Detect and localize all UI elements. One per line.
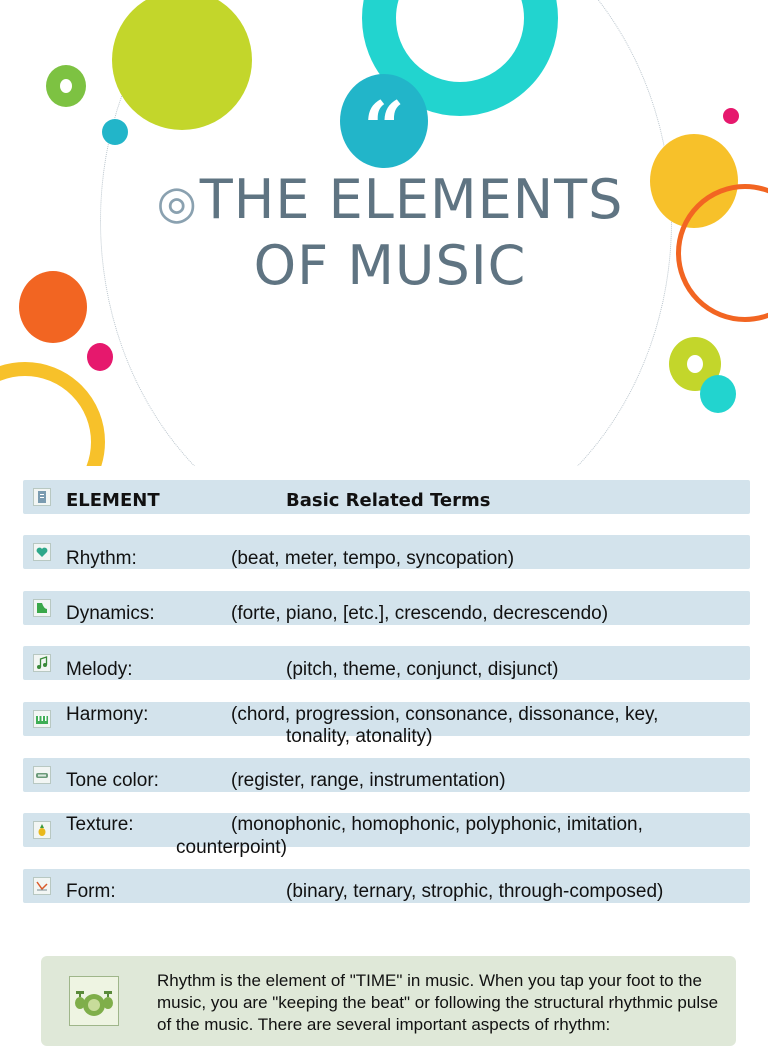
element-terms: (register, range, instrumentation) bbox=[231, 770, 506, 791]
quote-mark-icon: “ bbox=[340, 74, 428, 168]
element-terms: (monophonic, homophonic, polyphonic, imitation, bbox=[231, 814, 643, 835]
element-name: Rhythm: bbox=[66, 548, 137, 569]
table-row bbox=[23, 591, 750, 625]
element-name: Harmony: bbox=[66, 704, 149, 725]
instrument-icon bbox=[33, 766, 51, 784]
element-name: Melody: bbox=[66, 659, 133, 680]
table-row bbox=[23, 535, 750, 569]
element-terms: (chord, progression, consonance, dissonance, key, bbox=[231, 704, 659, 725]
teal-dot-right bbox=[700, 375, 736, 413]
element-name: Texture: bbox=[66, 814, 134, 835]
table-row bbox=[23, 869, 750, 903]
title-slide bbox=[0, 0, 768, 466]
element-name: Form: bbox=[66, 881, 116, 902]
element-terms: (beat, meter, tempo, syncopation) bbox=[231, 548, 515, 569]
document-icon bbox=[33, 488, 51, 506]
keyboard-icon bbox=[33, 710, 51, 728]
element-terms: (binary, ternary, strophic, through-composed) bbox=[286, 881, 664, 902]
orange-circle-left bbox=[19, 271, 87, 343]
heart-icon bbox=[33, 543, 51, 561]
element-terms: (forte, piano, [etc.], crescendo, decrescendo) bbox=[231, 603, 609, 624]
element-terms-continued: tonality, atonality) bbox=[286, 726, 433, 747]
table-row bbox=[23, 646, 750, 680]
rhythm-info-box bbox=[41, 956, 736, 1046]
element-terms: (pitch, theme, conjunct, disjunct) bbox=[286, 659, 559, 680]
green-ring-small bbox=[46, 65, 86, 107]
pink-dot-left bbox=[87, 343, 113, 371]
pink-dot-top-right bbox=[723, 108, 739, 124]
element-name: Dynamics: bbox=[66, 603, 155, 624]
table-header-row bbox=[23, 480, 750, 514]
drum-icon bbox=[69, 976, 119, 1026]
yellow-ring-bottom-left bbox=[0, 362, 105, 466]
table-row bbox=[23, 758, 750, 792]
title-line-1: THE ELEMENTS bbox=[199, 168, 624, 231]
piano-icon bbox=[33, 599, 51, 617]
header-element: ELEMENT bbox=[66, 490, 160, 511]
rhythm-description: Rhythm is the element of "TIME" in music. When you tap your foot to the music, you are "keeping the beat" or following the structural rhythmic pulse of the music. There are several important aspects of rhythm: bbox=[157, 971, 719, 1034]
page-title bbox=[120, 168, 660, 298]
cyan-dot-small bbox=[102, 119, 128, 145]
element-terms-continued: counterpoint) bbox=[176, 837, 287, 858]
pineapple-icon bbox=[33, 821, 51, 839]
table-row bbox=[23, 813, 750, 847]
chart-icon bbox=[33, 877, 51, 895]
music-note-icon bbox=[33, 654, 51, 672]
target-bullet-icon: ◎ bbox=[156, 175, 198, 229]
element-name: Tone color: bbox=[66, 770, 159, 791]
title-line-2: OF MUSIC bbox=[253, 234, 527, 297]
header-terms: Basic Related Terms bbox=[286, 490, 491, 511]
